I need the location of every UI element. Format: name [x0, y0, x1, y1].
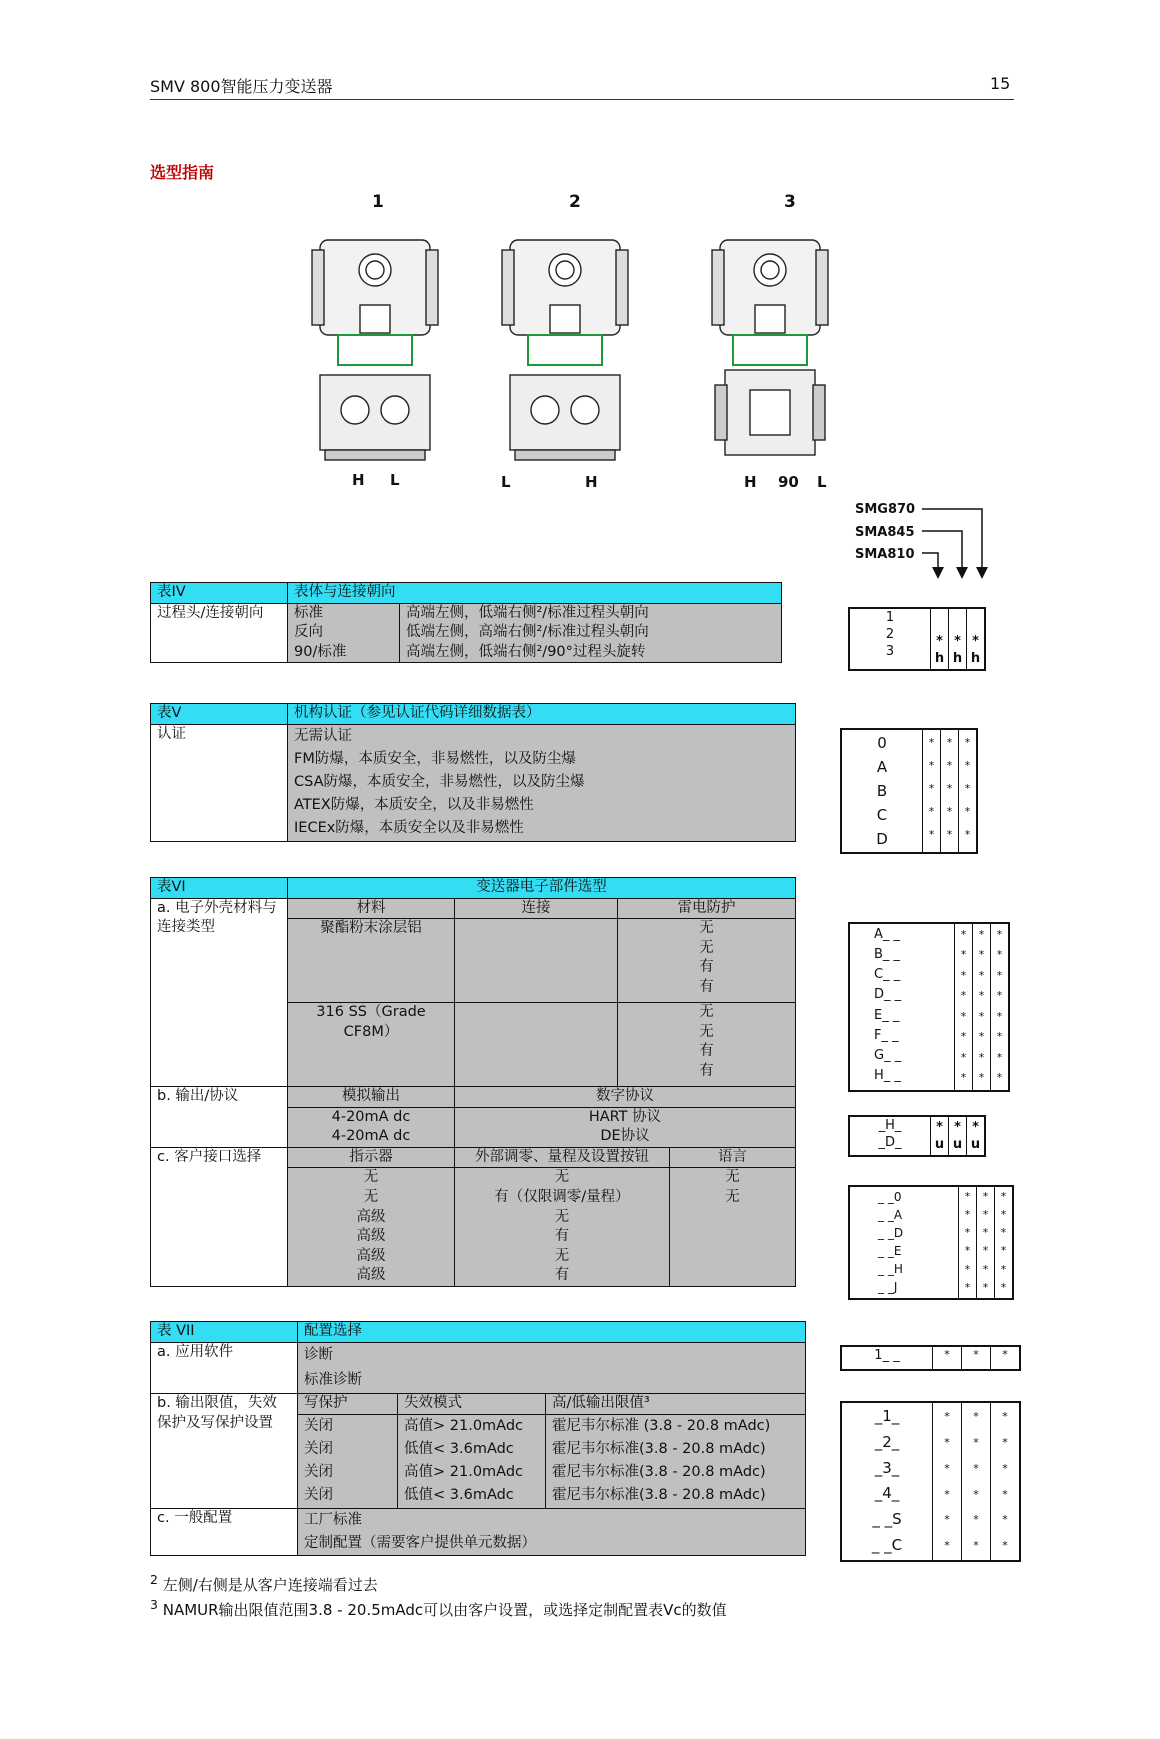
- document-title: SMV 800智能压力变送器: [150, 77, 333, 96]
- table-iv: [150, 582, 782, 663]
- column-header: 失效模式: [398, 1394, 546, 1415]
- lightning-option: 有: [699, 978, 714, 995]
- transmitter-drawing-2: [502, 240, 628, 460]
- failsafe-option: 高值> 21.0mAdc: [404, 1464, 524, 1481]
- indicator-option: 无: [363, 1188, 379, 1205]
- configuration-option: 工厂标准: [304, 1511, 362, 1528]
- transmitter-drawing-1: [312, 240, 438, 460]
- option-description: 低端左侧，高端右侧²/标准过程头朝向: [406, 624, 649, 641]
- table-iv-param: 过程头/连接朝向: [151, 603, 288, 663]
- certification-option: IECEx防爆，本质安全以及非易燃性: [294, 820, 524, 837]
- code-value: C: [876, 806, 888, 824]
- button-option: 有: [554, 1228, 570, 1245]
- code-value: _ _D: [878, 1226, 904, 1240]
- code-value: _1_: [874, 1407, 900, 1425]
- table-vii-title: 表 VII: [151, 1322, 298, 1343]
- lightning-option: 有: [699, 1043, 714, 1060]
- table-v-param: 认证: [151, 724, 288, 841]
- button-option: 无: [554, 1208, 570, 1225]
- column-header: 模拟输出: [288, 1087, 455, 1108]
- table-vi-c-param: c. 客户接口选择: [151, 1147, 288, 1286]
- code-value: D_ _: [874, 987, 902, 1003]
- footnote-mark: 3: [150, 1597, 158, 1612]
- lightning-option: 无: [699, 1004, 714, 1021]
- port-label: L: [501, 473, 511, 491]
- failsafe-option: 低值< 3.6mAdc: [404, 1487, 514, 1504]
- option-label: 反向: [294, 624, 323, 641]
- table-v-title: 表V: [151, 704, 288, 725]
- code-value: 3: [885, 643, 895, 659]
- restriction-code: u: [970, 1137, 981, 1153]
- lightning-option: 无: [699, 939, 714, 956]
- code-box-vi-b: _H_ _D_ * u * u * u: [848, 1115, 986, 1157]
- code-value: 2: [885, 626, 895, 642]
- write-protect-option: 关闭: [304, 1464, 333, 1481]
- header-rule: [150, 99, 1014, 100]
- table-vi-title: 表VI: [151, 878, 288, 899]
- port-label: H: [585, 473, 598, 491]
- model-arrows: [920, 505, 992, 580]
- column-header: 连接: [455, 898, 618, 919]
- output-limit-option: 霍尼韦尔标准(3.8 - 20.8 mAdc): [552, 1464, 766, 1481]
- code-value: _3_: [874, 1458, 900, 1477]
- restriction-code: u: [952, 1137, 963, 1153]
- option-label: 90/标准: [294, 643, 347, 660]
- failsafe-option: 高值> 21.0mAdc: [404, 1417, 524, 1434]
- column-header: 写保护: [298, 1394, 398, 1415]
- footnote-3: [150, 1597, 727, 1620]
- table-vii: [150, 1321, 806, 1556]
- material-option: 聚酯粉末涂层铝: [288, 919, 455, 1003]
- code-value: H_ _: [874, 1067, 901, 1083]
- code-value: _ _E: [878, 1244, 902, 1258]
- code-value: B: [876, 782, 888, 800]
- figure-number-1: 1: [372, 192, 384, 212]
- restriction-code: h: [934, 651, 945, 667]
- language-option: 无: [725, 1169, 740, 1186]
- table-vi-b-param: b. 输出/协议: [151, 1087, 288, 1148]
- output-limit-option: 霍尼韦尔标准(3.8 - 20.8 mAdc): [552, 1441, 766, 1458]
- port-label: H: [352, 471, 365, 489]
- transmitter-illustrations: [300, 225, 860, 475]
- code-value: A_ _: [874, 927, 901, 942]
- code-box-vi-c: _ _0 _ _A _ _D _ _E _ _H _ _J * * * * * * * * * * * * * * * * * *: [848, 1185, 1014, 1300]
- configuration-option: 定制配置（需要客户提供单元数据）: [304, 1534, 536, 1551]
- code-value: 0: [877, 734, 887, 752]
- table-vii-b-param: b. 输出限值，失效保护及写保护设置: [151, 1394, 298, 1508]
- footnote-text: NAMUR输出限值范围3.8 - 20.5mAdc可以由客户设置，或选择定制配置表Vc的数值: [162, 1601, 727, 1619]
- code-box-vii-bc: _1_ _2_ _3_ _4_ _ _S _ _C * * * * * * * * * * * * * * * * * *: [840, 1401, 1021, 1562]
- option-description: 高端左侧，低端右侧²/标准过程头朝向: [406, 604, 649, 621]
- table-vii-c-param: c. 一般配置: [151, 1508, 298, 1555]
- button-option: 无: [554, 1169, 570, 1186]
- language-option: 无: [725, 1188, 740, 1205]
- table-v-heading: 机构认证（参见认证代码详细数据表）: [288, 704, 796, 725]
- column-header: 外部调零、量程及设置按钮: [455, 1147, 670, 1168]
- certification-option: FM防爆，本质安全，非易燃性，以及防尘爆: [294, 750, 576, 767]
- availability-mark: *: [936, 634, 943, 650]
- code-box-vii-a: 1_ _ * * *: [840, 1345, 1021, 1371]
- indicator-option: 高级: [356, 1247, 386, 1264]
- indicator-option: 高级: [356, 1267, 386, 1284]
- section-title: 选型指南: [150, 163, 215, 182]
- availability-mark: *: [954, 634, 961, 650]
- code-box-v: 0 A B C D * * * * * * * * * * * * * * *: [840, 728, 978, 854]
- digital-protocol: HART 协议: [588, 1108, 662, 1125]
- output-limit-option: 霍尼韦尔标准(3.8 - 20.8 mAdc): [552, 1487, 766, 1504]
- port-label: 90: [778, 473, 799, 491]
- write-protect-option: 关闭: [304, 1417, 333, 1434]
- code-value: _ _A: [878, 1208, 903, 1222]
- code-value: D: [876, 830, 888, 848]
- button-option: 有: [554, 1267, 570, 1284]
- lightning-option: 有: [699, 959, 714, 976]
- code-box-iv: [848, 607, 986, 671]
- table-vi: [150, 877, 796, 1287]
- material-option: 316 SS（Grade CF8M）: [288, 1003, 455, 1087]
- restriction-code: h: [952, 651, 963, 667]
- figure-number-2: 2: [569, 192, 581, 212]
- restriction-code: h: [970, 651, 981, 667]
- footnote-mark: 2: [150, 1572, 158, 1587]
- model-label-sma845: SMA845: [855, 525, 915, 540]
- certification-option: ATEX防爆，本质安全，以及非易燃性: [294, 797, 534, 814]
- code-value: _ _J: [878, 1280, 898, 1294]
- model-label-smg870: SMG870: [855, 502, 916, 517]
- availability-mark: *: [972, 634, 979, 650]
- code-value: C_ _: [874, 967, 901, 983]
- lightning-option: 无: [699, 920, 714, 937]
- software-option: 诊断: [304, 1346, 333, 1363]
- indicator-option: 无: [363, 1169, 379, 1186]
- code-value: E_ _: [874, 1007, 900, 1023]
- option-description: 高端左侧，低端右侧²/90°过程头旋转: [406, 643, 646, 660]
- column-header: 材料: [288, 898, 455, 919]
- failsafe-option: 低值< 3.6mAdc: [404, 1441, 514, 1458]
- transmitter-drawing-3: [712, 240, 828, 455]
- port-label: L: [390, 471, 400, 489]
- column-header: 数字协议: [455, 1087, 796, 1108]
- code-value: _ _0: [878, 1190, 902, 1204]
- code-value: _D_: [878, 1134, 902, 1150]
- table-vii-heading: 配置选择: [298, 1322, 806, 1343]
- model-label-sma810: SMA810: [855, 547, 915, 562]
- figure-number-3: 3: [784, 192, 796, 212]
- certification-option: CSA防爆，本质安全，非易燃性，以及防尘爆: [294, 773, 585, 790]
- page-number: 15: [990, 74, 1011, 93]
- footnote-text: 左侧/右侧是从客户连接端看过去: [162, 1576, 378, 1594]
- certification-option: 无需认证: [294, 727, 352, 744]
- port-label: H: [744, 473, 757, 491]
- column-header: 雷电防护: [618, 898, 796, 919]
- table-v: [150, 703, 796, 842]
- column-header: 高/低输出限值³: [546, 1394, 806, 1415]
- analog-output: 4-20mA dc: [331, 1108, 411, 1125]
- footnote-2: [150, 1572, 378, 1595]
- code-box-vi-a: A_ _ B_ _ C_ _ D_ _ E_ _ F_ _ G_ _ H_ _ * * * * * * * * * * * * * * * * * * * * * * * *: [848, 922, 1010, 1092]
- table-vi-heading: 变送器电子部件选型: [288, 878, 796, 899]
- port-label: L: [817, 473, 827, 491]
- code-value: _ _H: [878, 1262, 903, 1276]
- analog-output: 4-20mA dc: [331, 1128, 411, 1145]
- column-header: 指示器: [288, 1147, 455, 1168]
- code-value: B_ _: [874, 947, 901, 963]
- write-protect-option: 关闭: [304, 1487, 333, 1504]
- restriction-code: u: [934, 1137, 945, 1153]
- lightning-option: 有: [699, 1062, 714, 1079]
- code-value: _2_: [874, 1432, 900, 1451]
- table-vi-a-param: a. 电子外壳材料与连接类型: [151, 898, 288, 1087]
- code-value: F_ _: [874, 1027, 899, 1043]
- code-value: 1_ _: [841, 1346, 933, 1370]
- lightning-option: 无: [699, 1023, 714, 1040]
- output-limit-option: 霍尼韦尔标准 (3.8 - 20.8 mAdc): [552, 1417, 771, 1434]
- button-option: 有（仅限调零/量程）: [494, 1188, 630, 1205]
- option-label: 标准: [294, 604, 323, 621]
- code-value: _4_: [874, 1484, 900, 1503]
- table-vii-a-param: a. 应用软件: [151, 1342, 298, 1394]
- digital-protocol: DE协议: [600, 1128, 650, 1145]
- code-value: 1: [885, 610, 895, 625]
- code-value: G_ _: [874, 1047, 902, 1063]
- software-option: 标准诊断: [304, 1371, 362, 1388]
- code-value: _ _S: [872, 1510, 902, 1529]
- column-header: 语言: [670, 1147, 796, 1168]
- write-protect-option: 关闭: [304, 1441, 333, 1458]
- code-value: A: [876, 758, 888, 776]
- code-value: _ _C: [871, 1535, 903, 1554]
- indicator-option: 高级: [356, 1208, 386, 1225]
- indicator-option: 高级: [356, 1228, 386, 1245]
- table-iv-title: 表IV: [151, 583, 288, 604]
- table-iv-heading: 表体与连接朝向: [288, 583, 782, 604]
- code-value: _H_: [878, 1118, 902, 1133]
- button-option: 无: [554, 1247, 570, 1264]
